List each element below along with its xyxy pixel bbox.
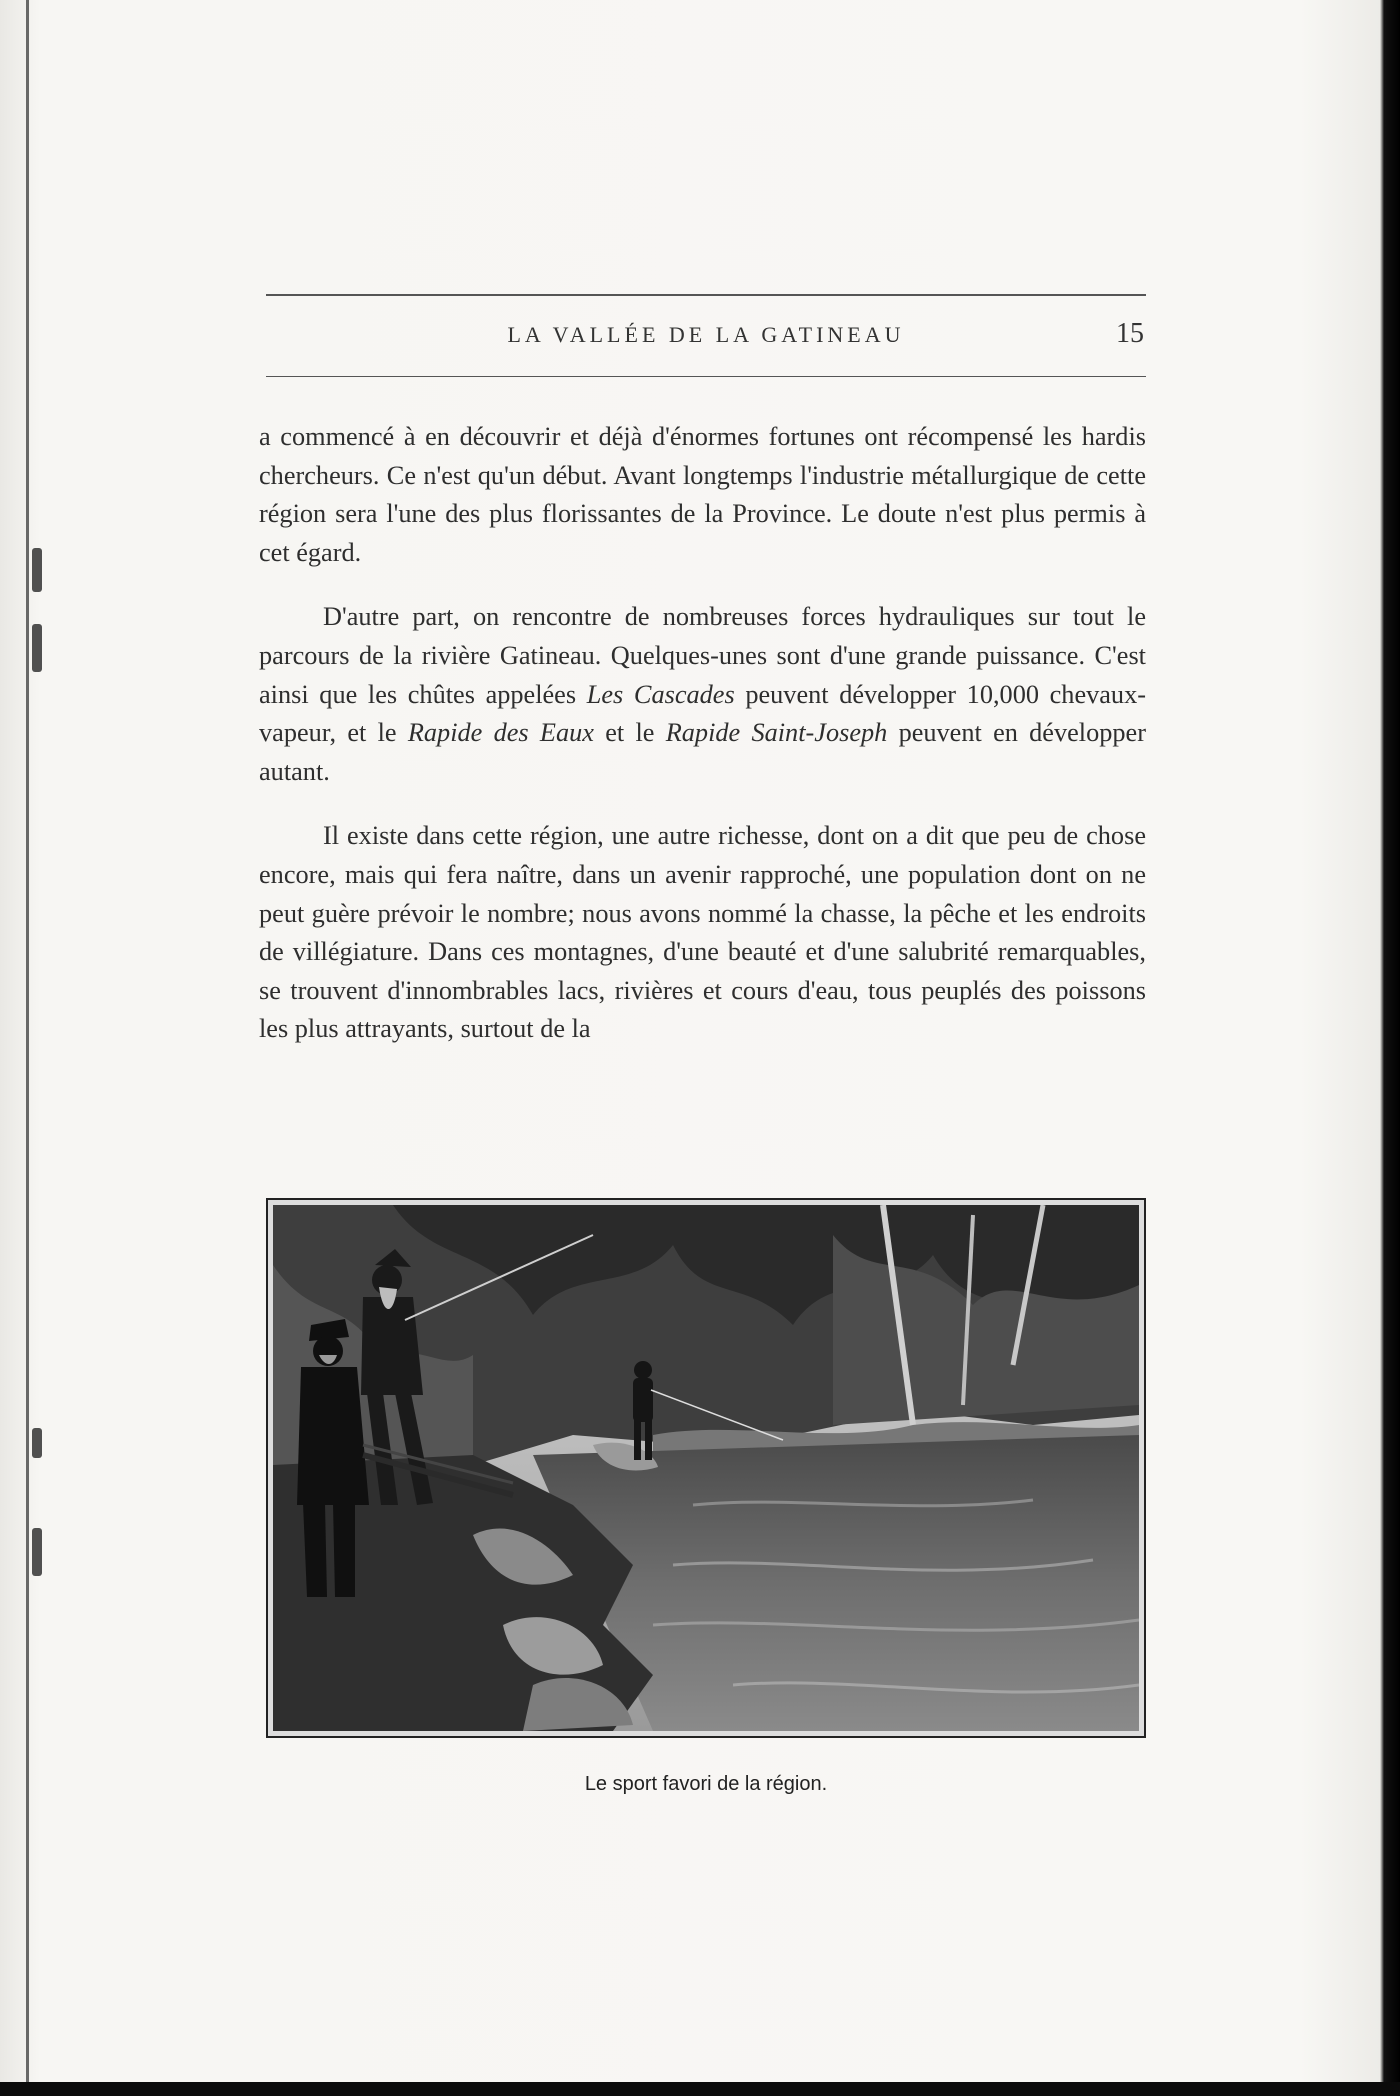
paragraph-text: a commencé à en découvrir et déjà d'énormes fortunes ont récompensé les hardis chercheurs. Ce n'est qu'un début. Avant longtemps l'industrie métallurgique de cette région sera l'une des plus florissantes de la Province. Le doute n'est plus permis à cet égard. [259,422,1146,567]
paragraph [259,817,1146,1049]
running-head [266,318,1146,358]
fishing-photograph [266,1198,1146,1738]
header-top-rule [266,294,1146,296]
running-title: LA VALLÉE DE LA GATINEAU [507,322,905,347]
header-bottom-rule [266,376,1146,377]
italic-place-name: Rapide des Eaux [407,718,594,748]
paragraph-text: peuvent en développer autant. [259,718,1146,786]
italic-place-name: Les Cascades [586,679,735,709]
italic-place-name: Rapide Saint-Joseph [665,718,888,748]
margin-scan-mark [32,1428,42,1458]
paragraph-text: et le [593,718,666,748]
paragraph [259,418,1146,572]
paragraph-text: peuvent développer 10,000 chevaux-vapeur, et le [259,679,1146,748]
paragraph-text: Il existe dans cette région, une autre richesse, dont on a dit que peu de chose encore, mais qui fera naître, dans un avenir rapproché, une population dont on ne peut guère prévoir le nombre; nous avons nommé la chasse, la pêche et les endroits de villégiature. Dans ces montagnes, d'une beauté et d'une salubrité remarquables, se trouvent d'innombrables lacs, rivières et cours d'eau, tous peuplés des poissons les plus attrayants, surtout de la [259,821,1146,1044]
figure-caption: Le sport favori de la région. [584,1773,828,1795]
fishing-scene-image [273,1205,1139,1731]
margin-scan-mark [32,1528,42,1576]
paragraph [259,598,1146,791]
margin-scan-mark [32,548,42,592]
margin-scan-mark [32,624,42,672]
paragraph-text: D'autre part, on rencontre de nombreuses forces hydrauliques sur tout le parcours de la rivière Gatineau. Quelques-unes sont d'une grande puissance. C'est ainsi que les chûtes appelées [259,602,1146,709]
body-text [259,418,1146,1075]
page-number: 15 [1116,318,1144,349]
